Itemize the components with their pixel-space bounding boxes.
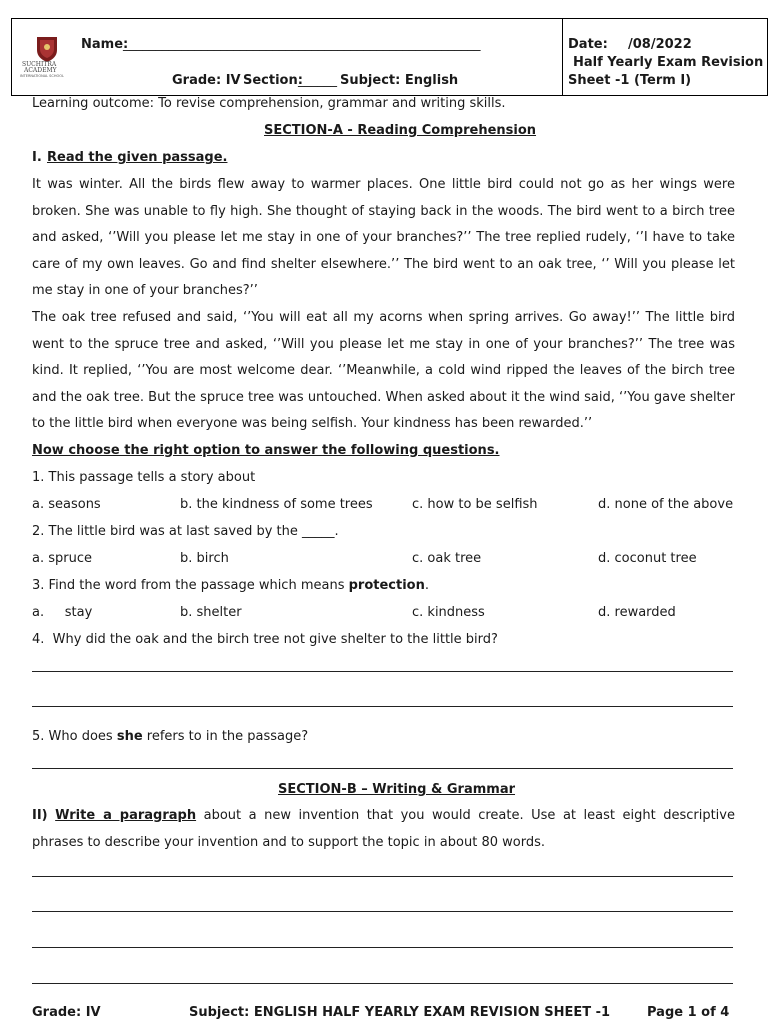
q3-option-a[interactable]: a. stay — [32, 605, 93, 620]
writing-line-4[interactable] — [32, 983, 733, 984]
q3-prefix: 3. Find the word from the passage which means — [32, 578, 349, 593]
question-4: 4. Why did the oak and the birch tree not give shelter to the little bird? — [32, 632, 498, 647]
date-value: /08/2022 — [628, 37, 692, 52]
section-field[interactable]: ______ — [298, 73, 337, 88]
q3-keyword: protection — [348, 578, 425, 593]
q2-option-c[interactable]: c. oak tree — [412, 551, 482, 566]
footer-page-number: Page 1 of 4 — [647, 1005, 730, 1020]
footer-grade: Grade: IV — [32, 1005, 101, 1020]
name-field[interactable]: _______________________________________________________ — [123, 37, 481, 52]
q1-option-d[interactable]: d. none of the above — [598, 497, 734, 512]
q3-option-c[interactable]: c. kindness — [412, 605, 485, 620]
grade-label: Grade: IV — [172, 73, 241, 88]
q4-answer-line-1[interactable] — [32, 671, 733, 672]
section-b-title: SECTION-B – Writing & Grammar — [278, 782, 516, 797]
passage-paragraph-2: The oak tree refused and said, ‘’You will eat all my acorns when spring arrives. Go away!’’ The little bird went to the spruce tree and asked, ‘’Will you please let me stay in one of your branches?’’ The tree was kind. It replied, ‘’You are most welcome dear. ‘’Meanwhile, a cold wind ripped the leaves of the birch tree and the oak tree. But the spruce tree was untouched. When asked about it the wind said, ‘’You gave shelter to the little bird when everyone was being selfish. Your kindness has been rewarded.’’ — [32, 309, 735, 432]
date-label: Date: — [568, 37, 608, 52]
q2-option-a[interactable]: a. spruce — [32, 551, 92, 566]
question-1: 1. This passage tells a story about — [32, 470, 256, 485]
q1-option-a[interactable]: a. seasons — [32, 497, 101, 512]
sheet-title-line1: Half Yearly Exam Revision — [573, 55, 764, 70]
q5-answer-line[interactable] — [32, 768, 733, 769]
reading-passage — [32, 172, 735, 438]
question-2: 2. The little bird was at last saved by the _____. — [32, 524, 339, 539]
subject-label: Subject: English — [340, 73, 459, 88]
q5-keyword: she — [116, 729, 143, 744]
logo-text-2: ACADEMY — [24, 67, 57, 74]
q4-answer-line-2[interactable] — [32, 706, 733, 707]
questions-instruction: Now choose the right option to answer the following questions. — [32, 443, 500, 458]
q3-option-d[interactable]: d. rewarded — [598, 605, 676, 620]
q1-option-c[interactable]: c. how to be selfish — [412, 497, 538, 512]
section-label: Section: — [243, 73, 303, 88]
question-3 — [32, 578, 429, 594]
q1-option-b[interactable]: b. the kindness of some trees — [180, 497, 373, 512]
writing-task — [32, 803, 735, 856]
q2-option-b[interactable]: b. birch — [180, 551, 229, 566]
writing-line-2[interactable] — [32, 911, 733, 912]
task-1-label: Read the given passage. — [47, 150, 228, 165]
sheet-title-line2: Sheet -1 (Term I) — [568, 73, 692, 88]
task-2-label: Write a paragraph — [55, 808, 197, 823]
q5-suffix: refers to in the passage? — [142, 729, 309, 744]
header-divider — [562, 19, 563, 95]
task-2-text: about a new invention that you would create. Use at least eight descriptive phrases to describe your invention and to support the topic in about 80 words. — [32, 808, 735, 850]
question-5 — [32, 729, 308, 745]
q3-option-b[interactable]: b. shelter — [180, 605, 242, 620]
logo-text-1: SUCHITRA — [22, 61, 57, 68]
footer-subject: Subject: ENGLISH HALF YEARLY EXAM REVISION SHEET -1 — [189, 1005, 611, 1020]
logo-text-3: INTERNATIONAL SCHOOL — [20, 74, 64, 78]
writing-line-1[interactable] — [32, 876, 733, 877]
passage-paragraph-1: It was winter. All the birds flew away to warmer places. One little bird could not go as her wings were broken. She was unable to fly high. She thought of staying back in the woods. The bird went to a birch tree and asked, ‘’Will you please let me stay in one of your branches?’’ The tree replied rudely, ‘’I have to take care of my own leaves. Go and find shelter elsewhere.’’ The bird went to an oak tree, ‘’ Will you please let me stay in one of your branches?’’ — [32, 177, 735, 299]
task-2-number: II) — [32, 808, 48, 823]
q3-suffix: . — [424, 578, 429, 593]
q5-prefix: 5. Who does — [32, 729, 117, 744]
q2-option-d[interactable]: d. coconut tree — [598, 551, 697, 566]
name-label: Name: — [81, 37, 129, 52]
task-1-number: I. — [32, 150, 42, 165]
section-a-title: SECTION-A - Reading Comprehension — [264, 123, 537, 138]
writing-line-3[interactable] — [32, 947, 733, 948]
learning-outcome: Learning outcome: To revise comprehension, grammar and writing skills. — [32, 96, 506, 111]
